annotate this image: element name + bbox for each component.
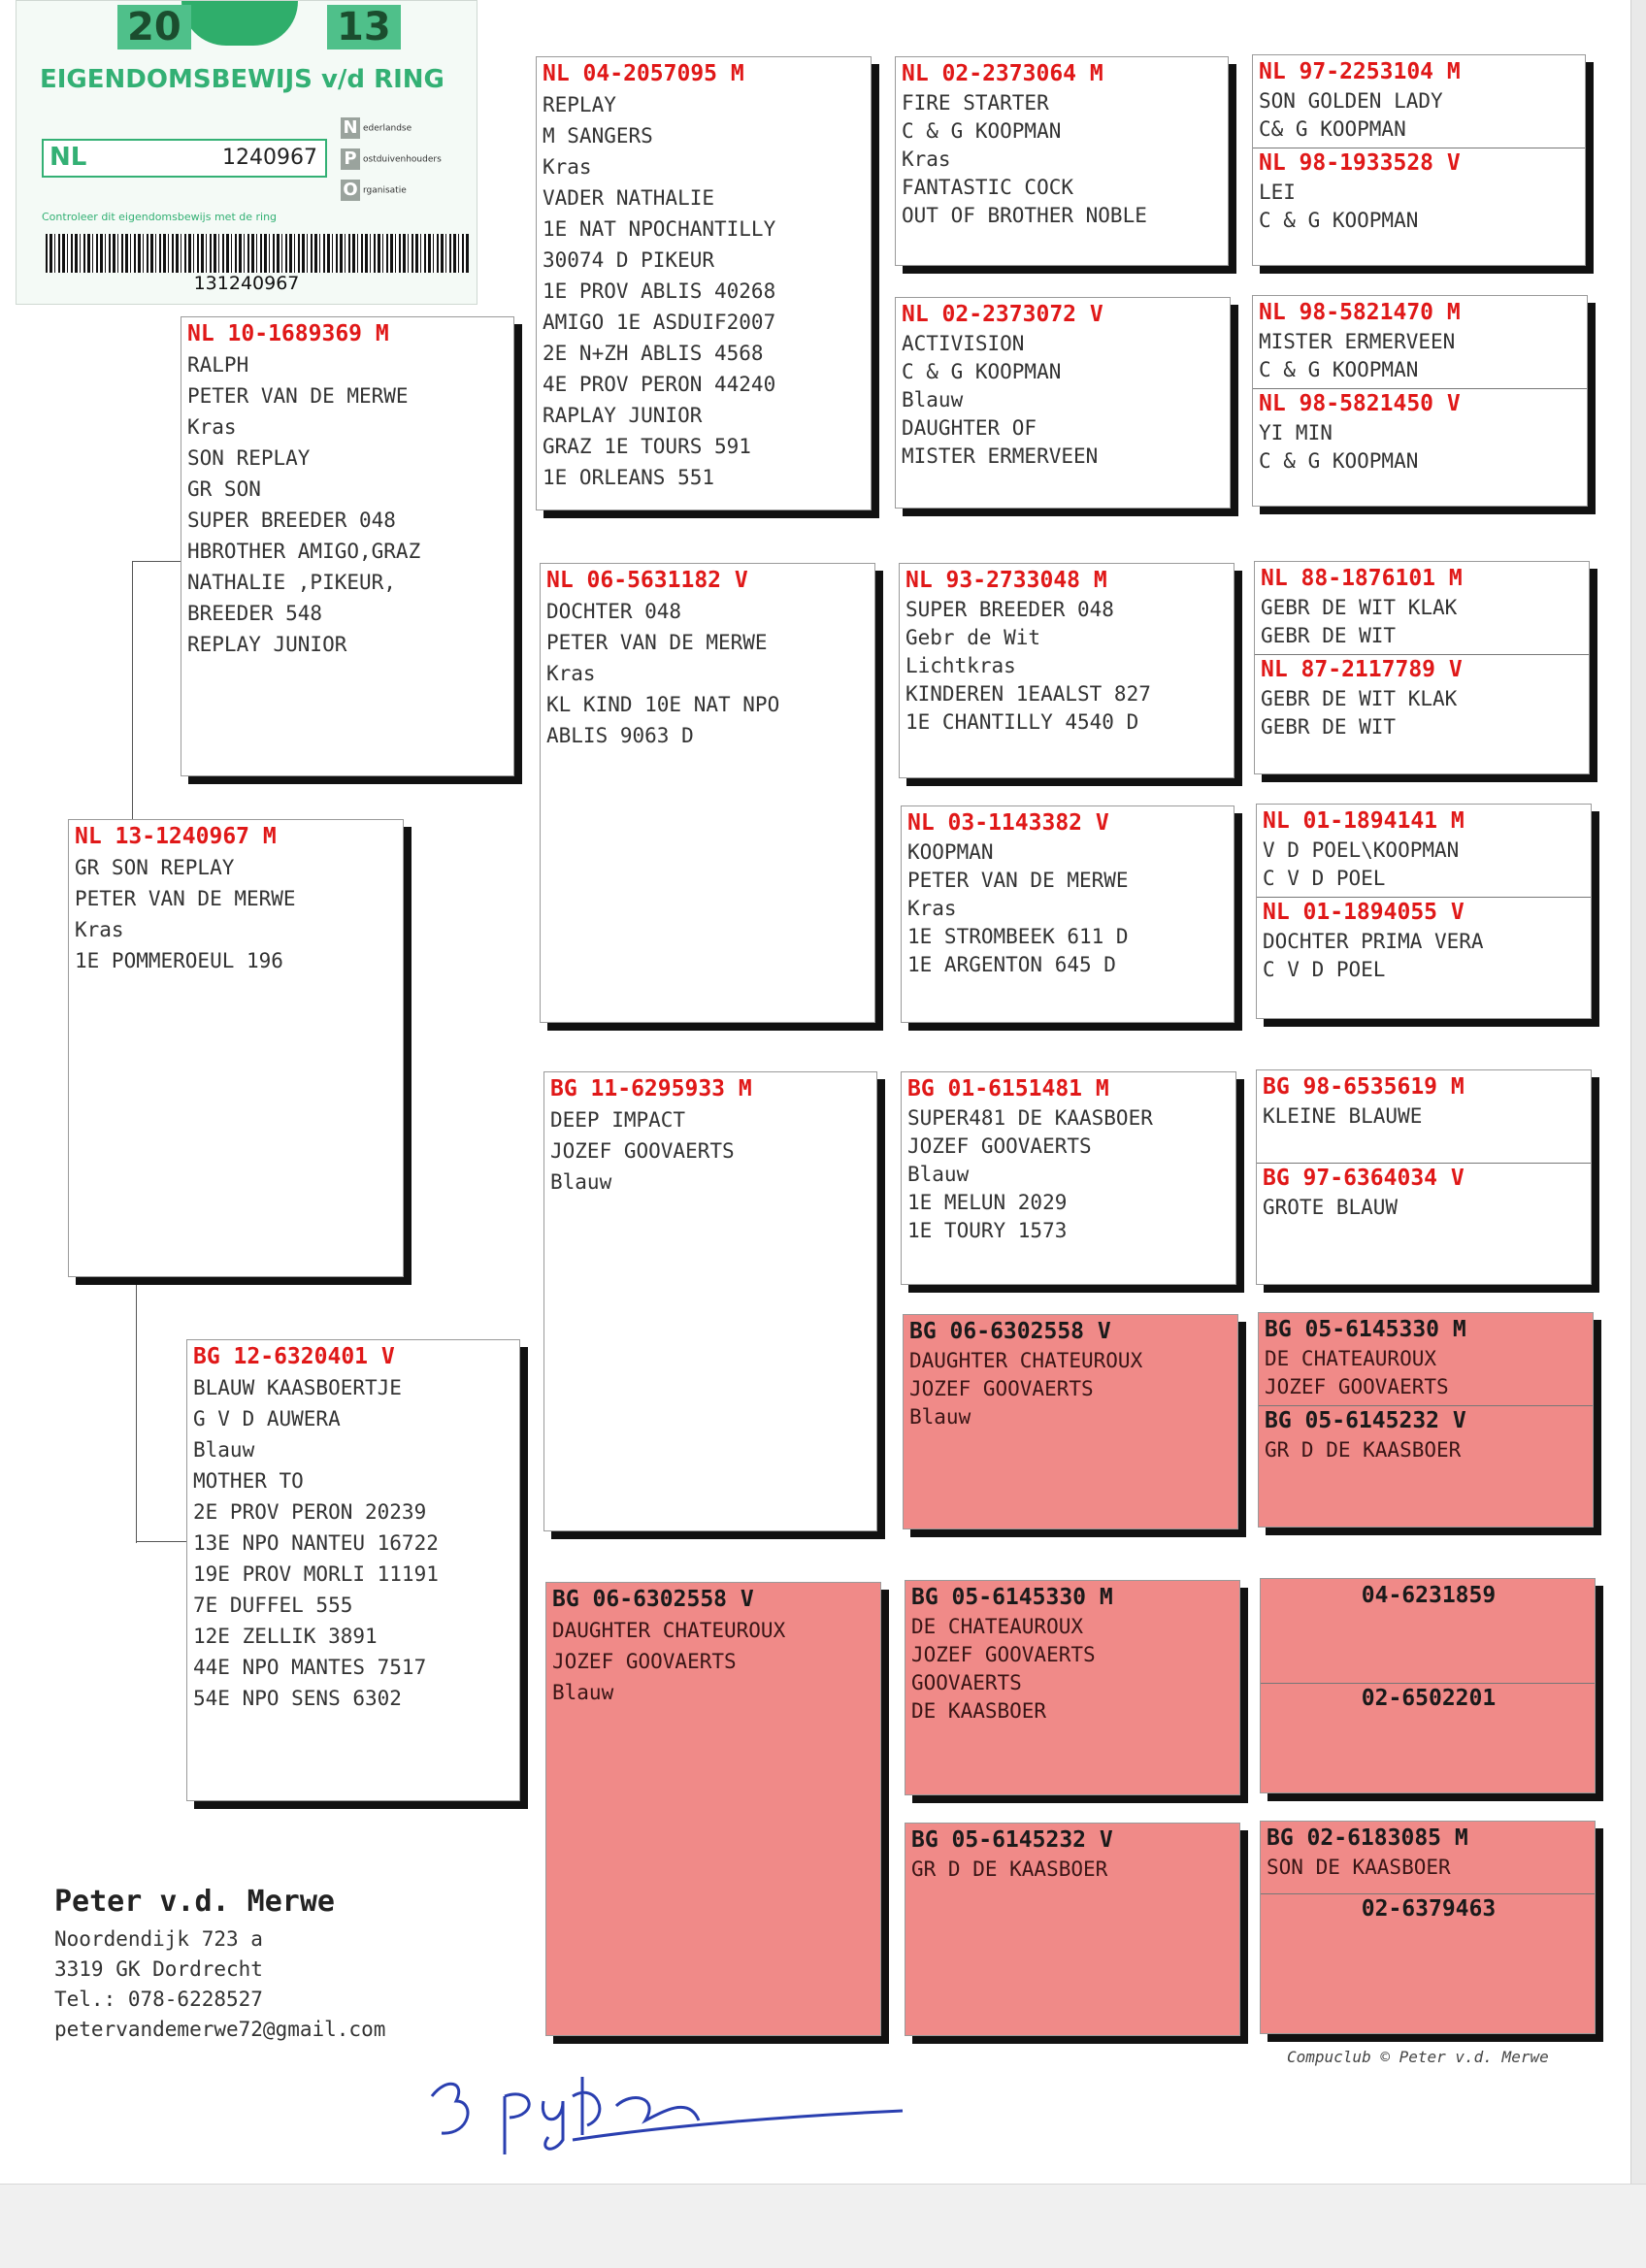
sds-line: Gebr de Wit bbox=[905, 626, 1041, 649]
sdd-line: 1E STROMBEEK 611 D bbox=[907, 925, 1129, 948]
ring-number: 1240967 bbox=[222, 146, 317, 170]
g5-pair-box bbox=[1258, 1312, 1594, 1528]
g5-top-line: KLEINE BLAUWE bbox=[1263, 1104, 1423, 1128]
dam-line: 2E PROV PERON 20239 bbox=[193, 1500, 427, 1524]
sire-dam-line: KL KIND 10E NAT NPO bbox=[546, 693, 780, 716]
sds-line: SUPER BREEDER 048 bbox=[905, 598, 1114, 621]
sire-line: HBROTHER AMIGO,GRAZ bbox=[187, 540, 421, 563]
dam-sire-line: JOZEF GOOVAERTS bbox=[550, 1139, 735, 1163]
g5-top-line: JOZEF GOOVAERTS bbox=[1265, 1375, 1449, 1398]
sire-sire-line: 4E PROV PERON 44240 bbox=[543, 373, 776, 396]
sire-sire-line: M SANGERS bbox=[543, 124, 653, 148]
g5-top-line: DE CHATEAUROUX bbox=[1265, 1347, 1437, 1370]
g5-bottom-line: C & G KOOPMAN bbox=[1259, 449, 1419, 473]
dam-dam-ring: BG 06-6302558 V bbox=[552, 1587, 754, 1612]
dsd-box bbox=[903, 1314, 1238, 1529]
owner-name: Peter v.d. Merwe bbox=[54, 1885, 335, 1919]
connector-line bbox=[132, 561, 133, 823]
ssd-line: DAUGHTER OF bbox=[902, 416, 1037, 440]
sire-line: RALPH bbox=[187, 353, 249, 377]
dss-box bbox=[901, 1071, 1236, 1285]
sire-sire-line: VADER NATHALIE bbox=[543, 186, 715, 210]
owner-address: Noordendijk 723 a bbox=[54, 1927, 263, 1951]
dam-line: MOTHER TO bbox=[193, 1469, 304, 1493]
sds-box bbox=[899, 563, 1234, 778]
dam-line: BLAUW KAASBOERTJE bbox=[193, 1376, 402, 1399]
dss-line: Blauw bbox=[907, 1163, 970, 1186]
card-year-left: 20 bbox=[117, 5, 191, 49]
sss-line: OUT OF BROTHER NOBLE bbox=[902, 204, 1147, 227]
dss-line: 1E TOURY 1573 bbox=[907, 1219, 1068, 1242]
dss-line: SUPER481 DE KAASBOER bbox=[907, 1106, 1153, 1130]
g5-bottom-line: GEBR DE WIT bbox=[1261, 715, 1397, 739]
subject-ring: NL 13-1240967 M bbox=[75, 824, 277, 849]
g5-top-ring: BG 05-6145330 M bbox=[1265, 1317, 1466, 1342]
dss-line: JOZEF GOOVAERTS bbox=[907, 1134, 1092, 1158]
ownership-card bbox=[16, 0, 477, 305]
dsd-ring: BG 06-6302558 V bbox=[909, 1319, 1111, 1344]
owner-phone: Tel.: 078-6228527 bbox=[54, 1988, 263, 2011]
sire-dam-box bbox=[540, 563, 875, 1023]
sss-box bbox=[895, 56, 1229, 266]
g5-bottom-line: DOCHTER PRIMA VERA bbox=[1263, 930, 1484, 953]
g5-bottom-line: YI MIN bbox=[1259, 421, 1333, 444]
g5-top-ring: NL 88-1876101 M bbox=[1261, 566, 1463, 591]
ssd-line: Blauw bbox=[902, 388, 964, 411]
ddd-ring: BG 05-6145232 V bbox=[911, 1827, 1113, 1853]
ssd-box bbox=[895, 297, 1231, 509]
sdd-line: 1E ARGENTON 645 D bbox=[907, 953, 1116, 976]
sds-line: 1E CHANTILLY 4540 D bbox=[905, 710, 1139, 734]
g5-bottom-line: GR D DE KAASBOER bbox=[1265, 1438, 1462, 1462]
barcode-text: 131240967 bbox=[193, 273, 300, 294]
sdd-ring: NL 03-1143382 V bbox=[907, 810, 1109, 836]
subject-box bbox=[68, 819, 404, 1277]
sire-dam-line: Kras bbox=[546, 662, 596, 685]
sire-sire-line: 30074 D PIKEUR bbox=[543, 248, 715, 272]
dam-dam-box bbox=[545, 1582, 881, 2036]
subject-line: 1E POMMEROEUL 196 bbox=[75, 949, 283, 972]
g5-bottom-ring: NL 87-2117789 V bbox=[1261, 657, 1463, 682]
g5-bottom-line: GROTE BLAUW bbox=[1263, 1196, 1399, 1219]
dam-dam-line: JOZEF GOOVAERTS bbox=[552, 1650, 737, 1673]
dam-line: 12E ZELLIK 3891 bbox=[193, 1625, 378, 1648]
ddd-box bbox=[905, 1823, 1240, 2036]
g5-pair-box bbox=[1252, 295, 1588, 507]
ssd-line: MISTER ERMERVEEN bbox=[902, 444, 1099, 468]
sire-line: NATHALIE ,PIKEUR, bbox=[187, 571, 396, 594]
sire-sire-ring: NL 04-2057095 M bbox=[543, 61, 744, 86]
dam-line: 54E NPO SENS 6302 bbox=[193, 1687, 402, 1710]
g5-top-ring: 04-6231859 bbox=[1361, 1583, 1497, 1608]
dam-sire-box bbox=[543, 1071, 877, 1531]
ssd-line: C & G KOOPMAN bbox=[902, 360, 1062, 383]
sire-sire-box bbox=[536, 56, 872, 510]
sss-line: FIRE STARTER bbox=[902, 91, 1049, 115]
g5-top-line: V D POEL\KOOPMAN bbox=[1263, 838, 1460, 862]
connector-line bbox=[136, 1281, 137, 1543]
dam-line: 19E PROV MORLI 11191 bbox=[193, 1562, 439, 1586]
sire-line: Kras bbox=[187, 415, 237, 439]
g5-top-line: SON GOLDEN LADY bbox=[1259, 89, 1443, 113]
dam-line: G V D AUWERA bbox=[193, 1407, 341, 1430]
g5-bottom-ring: NL 98-5821450 V bbox=[1259, 391, 1461, 416]
sire-dam-line: PETER VAN DE MERWE bbox=[546, 631, 768, 654]
g5-pair-box bbox=[1260, 1578, 1596, 1793]
sire-sire-line: 1E NAT NPOCHANTILLY bbox=[543, 217, 776, 241]
owner-city: 3319 GK Dordrecht bbox=[54, 1957, 263, 1981]
dam-line: 13E NPO NANTEU 16722 bbox=[193, 1531, 439, 1555]
credit-line: Compuclub © Peter v.d. Merwe bbox=[1287, 2048, 1549, 2066]
card-title: EIGENDOMSBEWIJS v/d RING bbox=[40, 65, 444, 94]
sdd-line: Kras bbox=[907, 897, 957, 920]
g5-top-ring: BG 02-6183085 M bbox=[1267, 1825, 1468, 1851]
g5-bottom-ring: BG 05-6145232 V bbox=[1265, 1408, 1466, 1433]
sire-sire-line: RAPLAY JUNIOR bbox=[543, 404, 703, 427]
page-edge bbox=[1630, 0, 1646, 2267]
sss-ring: NL 02-2373064 M bbox=[902, 61, 1103, 86]
ssd-ring: NL 02-2373072 V bbox=[902, 302, 1103, 327]
ring-country: NL bbox=[49, 143, 87, 172]
dss-ring: BG 01-6151481 M bbox=[907, 1076, 1109, 1101]
g5-top-line: C& G KOOPMAN bbox=[1259, 117, 1406, 141]
sds-line: KINDEREN 1EAALST 827 bbox=[905, 682, 1151, 706]
g5-top-line: C V D POEL bbox=[1263, 867, 1386, 890]
dds-line: DE CHATEAUROUX bbox=[911, 1615, 1084, 1638]
g5-top-line: MISTER ERMERVEEN bbox=[1259, 330, 1456, 353]
sire-sire-line: GRAZ 1E TOURS 591 bbox=[543, 435, 751, 458]
dsd-line: JOZEF GOOVAERTS bbox=[909, 1377, 1094, 1400]
sire-sire-line: 1E ORLEANS 551 bbox=[543, 466, 715, 489]
g5-bottom-line: C & G KOOPMAN bbox=[1259, 209, 1419, 232]
page-bottom-edge bbox=[0, 2184, 1646, 2268]
g5-bottom-line: LEI bbox=[1259, 181, 1296, 204]
g5-top-ring: NL 01-1894141 M bbox=[1263, 808, 1465, 834]
g5-top-ring: BG 98-6535619 M bbox=[1263, 1074, 1465, 1100]
dam-line: 44E NPO MANTES 7517 bbox=[193, 1656, 427, 1679]
g5-top-line: C & G KOOPMAN bbox=[1259, 358, 1419, 381]
connector-line bbox=[136, 1541, 186, 1542]
g5-top-ring: NL 97-2253104 M bbox=[1259, 59, 1461, 84]
dam-ring: BG 12-6320401 V bbox=[193, 1344, 395, 1369]
g5-bottom-ring: 02-6379463 bbox=[1361, 1896, 1497, 1922]
sire-box bbox=[181, 316, 514, 776]
barcode bbox=[46, 234, 469, 273]
sss-line: Kras bbox=[902, 148, 951, 171]
sire-line: BREEDER 548 bbox=[187, 602, 323, 625]
sire-line: PETER VAN DE MERWE bbox=[187, 384, 409, 408]
card-year-right: 13 bbox=[327, 5, 401, 49]
sire-sire-line: 1E PROV ABLIS 40268 bbox=[543, 279, 776, 303]
sss-line: C & G KOOPMAN bbox=[902, 119, 1062, 143]
g5-pair-box bbox=[1260, 1821, 1596, 2034]
g5-pair-box bbox=[1256, 804, 1592, 1019]
dds-line: DE KAASBOER bbox=[911, 1699, 1047, 1723]
signature-icon bbox=[427, 2057, 912, 2164]
dam-dam-line: DAUGHTER CHATEUROUX bbox=[552, 1619, 786, 1642]
connector-line bbox=[132, 561, 182, 562]
g5-top-ring: NL 98-5821470 M bbox=[1259, 300, 1461, 325]
g5-pair-box bbox=[1252, 54, 1586, 266]
sire-ring: NL 10-1689369 M bbox=[187, 321, 389, 346]
g5-pair-box bbox=[1254, 561, 1590, 774]
sire-dam-line: ABLIS 9063 D bbox=[546, 724, 694, 747]
owner-email: petervandemerwe72@gmail.com bbox=[54, 2018, 386, 2041]
lion-emblem-icon bbox=[181, 1, 298, 46]
card-check-text: Controleer dit eigendomsbewijs met de ring bbox=[42, 211, 278, 223]
dds-box bbox=[905, 1580, 1240, 1795]
org-line: O rganisatie bbox=[341, 180, 407, 201]
sdd-line: KOOPMAN bbox=[907, 840, 994, 864]
dam-line: Blauw bbox=[193, 1438, 255, 1462]
g5-top-line: SON DE KAASBOER bbox=[1267, 1856, 1451, 1879]
sdd-box bbox=[901, 805, 1234, 1023]
g5-top-line: GEBR DE WIT KLAK bbox=[1261, 596, 1458, 619]
dss-line: 1E MELUN 2029 bbox=[907, 1191, 1068, 1214]
sds-ring: NL 93-2733048 M bbox=[905, 568, 1107, 593]
sire-sire-line: AMIGO 1E ASDUIF2007 bbox=[543, 311, 776, 334]
g5-bottom-line: GEBR DE WIT KLAK bbox=[1261, 687, 1458, 710]
sss-line: FANTASTIC COCK bbox=[902, 176, 1074, 199]
dam-box bbox=[186, 1339, 520, 1801]
sire-line: REPLAY JUNIOR bbox=[187, 633, 347, 656]
sire-sire-line: 2E N+ZH ABLIS 4568 bbox=[543, 342, 764, 365]
dam-sire-ring: BG 11-6295933 M bbox=[550, 1076, 752, 1101]
g5-bottom-ring: NL 01-1894055 V bbox=[1263, 900, 1465, 925]
dds-line: JOZEF GOOVAERTS bbox=[911, 1643, 1096, 1666]
sire-dam-line: DOCHTER 048 bbox=[546, 600, 682, 623]
sds-line: Lichtkras bbox=[905, 654, 1016, 677]
subject-line: Kras bbox=[75, 918, 124, 941]
sire-dam-ring: NL 06-5631182 V bbox=[546, 568, 748, 593]
dds-line: GOOVAERTS bbox=[911, 1671, 1022, 1694]
dam-sire-line: DEEP IMPACT bbox=[550, 1108, 686, 1132]
sire-sire-line: REPLAY bbox=[543, 93, 616, 116]
org-line: N ederlandse bbox=[341, 117, 412, 139]
sire-line: GR SON bbox=[187, 477, 261, 501]
org-line: P ostduivenhouders bbox=[341, 148, 442, 170]
ring-number-box bbox=[42, 139, 327, 178]
g5-top-line: GEBR DE WIT bbox=[1261, 624, 1397, 647]
g5-bottom-ring: 02-6502201 bbox=[1361, 1686, 1497, 1711]
ssd-line: ACTIVISION bbox=[902, 332, 1025, 355]
subject-line: GR SON REPLAY bbox=[75, 856, 235, 879]
g5-bottom-ring: BG 97-6364034 V bbox=[1263, 1166, 1465, 1191]
subject-line: PETER VAN DE MERWE bbox=[75, 887, 296, 910]
dsd-line: Blauw bbox=[909, 1405, 971, 1429]
g5-bottom-line: C V D POEL bbox=[1263, 958, 1386, 981]
g5-bottom-ring: NL 98-1933528 V bbox=[1259, 150, 1461, 176]
sire-sire-line: Kras bbox=[543, 155, 592, 179]
sire-line: SON REPLAY bbox=[187, 446, 311, 470]
sire-line: SUPER BREEDER 048 bbox=[187, 509, 396, 532]
dam-sire-line: Blauw bbox=[550, 1170, 612, 1194]
dam-line: 7E DUFFEL 555 bbox=[193, 1594, 353, 1617]
dds-ring: BG 05-6145330 M bbox=[911, 1585, 1113, 1610]
dsd-line: DAUGHTER CHATEUROUX bbox=[909, 1349, 1143, 1372]
sdd-line: PETER VAN DE MERWE bbox=[907, 869, 1129, 892]
dam-dam-line: Blauw bbox=[552, 1681, 614, 1704]
g5-pair-box bbox=[1256, 1069, 1592, 1285]
ddd-line: GR D DE KAASBOER bbox=[911, 1857, 1108, 1881]
